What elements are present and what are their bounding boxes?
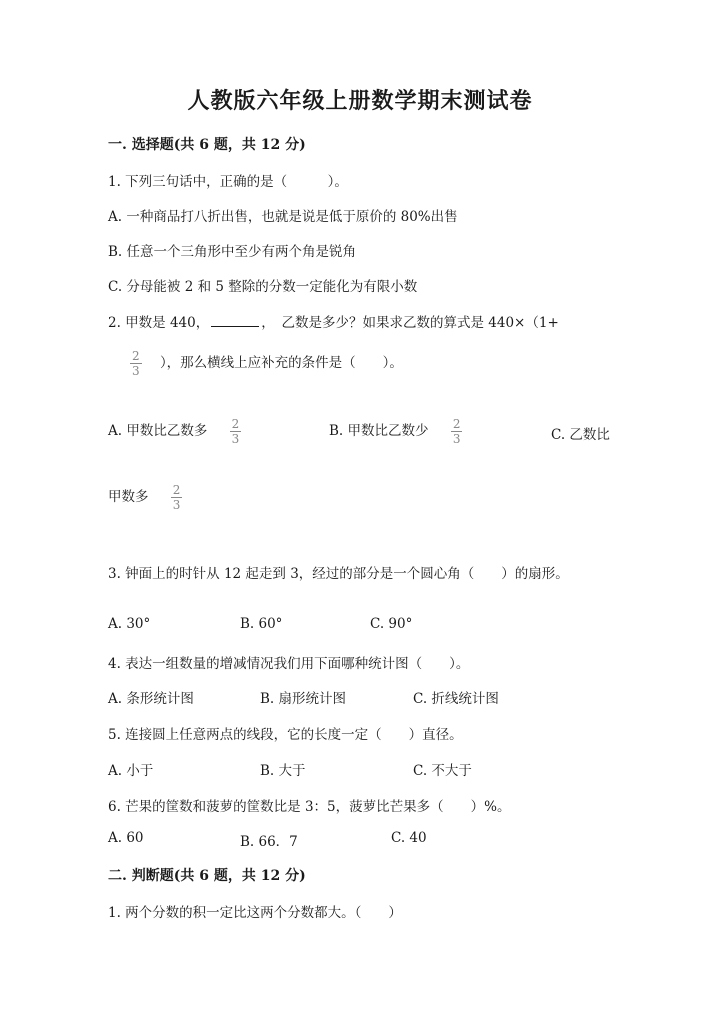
question-2-option-c-part1: C. 乙数比 [551,427,610,443]
section-heading-choice: 一. 选择题(共 6 题，共 12 分) [108,137,306,153]
question-4-option-a: A. 条形统计图 [108,691,194,707]
question-1-option-b: B. 任意一个三角形中至少有两个角是锐角 [108,244,357,260]
question-1-option-a: A. 一种商品打八折出售，也就是说是低于原价的 80%出售 [108,209,458,225]
fraction-two-thirds: $\frac{2}{3}$ [231,417,240,446]
judgement-1-stem: 1. 两个分数的积一定比这两个分数都大。（ ） [108,905,402,921]
fraction-two-thirds: $\frac{2}{3}$ [132,349,140,378]
question-1-stem: 1. 下列三句话中，正确的是（ ）。 [108,174,348,190]
question-2-stem-line1 [108,311,559,331]
fraction-two-thirds: $\frac{2}{3}$ [172,483,181,512]
question-1-option-c: C. 分母能被 2 和 5 整除的分数一定能化为有限小数 [108,279,418,295]
question-2-stem-start: 2. 甲数是 440， [108,315,210,331]
question-4-option-c: C. 折线统计图 [413,691,499,707]
question-2-stem-mid: ， 乙数是多少？如果求乙数的算式是 440×（1+ [261,315,559,331]
question-2-stem-end: ），那么横线上应补充的条件是（ ）。 [159,355,403,371]
question-3-option-c: C. 90° [370,616,413,632]
section-heading-judgement: 二. 判断题(共 6 题，共 12 分) [108,868,306,884]
question-5-option-a: A. 小于 [108,763,154,779]
question-6-stem: 6. 芒果的筐数和菠萝的筐数比是 3：5，菠萝比芒果多（ ）%。 [108,799,511,815]
question-2-option-c-part2: 甲数多 $\frac{2}{3}$ [108,483,181,512]
question-5-option-b: B. 大于 [260,763,306,779]
question-6-option-a: A. 60 [108,830,144,846]
question-3-stem: 3. 钟面上的时针从 12 起走到 3，经过的部分是一个圆心角（ ）的扇形。 [108,566,569,582]
question-5-option-c: C. 不大于 [413,763,472,779]
question-3-option-a: A. 30° [108,616,151,632]
question-6-option-c: C. 40 [391,830,427,846]
answer-blank-line [211,316,259,327]
question-4-option-b: B. 扇形统计图 [260,691,347,707]
fraction-two-thirds: $\frac{2}{3}$ [452,417,461,446]
page-title: 人教版六年级上册数学期末测试卷 [187,88,533,114]
question-6-option-b: B. 66．7 [240,834,298,850]
question-3-option-b: B. 60° [240,616,283,632]
question-2-stem-line2 [130,350,403,377]
question-2-option-a: A. 甲数比乙数多 $\frac{2}{3}$ [108,417,240,446]
question-5-stem: 5. 连接圆上任意两点的线段，它的长度一定（ ）直径。 [108,727,463,743]
question-2-option-b: B. 甲数比乙数少 $\frac{2}{3}$ [329,417,461,446]
question-4-stem: 4. 表达一组数量的增减情况我们用下面哪种统计图（ ）。 [108,656,470,672]
